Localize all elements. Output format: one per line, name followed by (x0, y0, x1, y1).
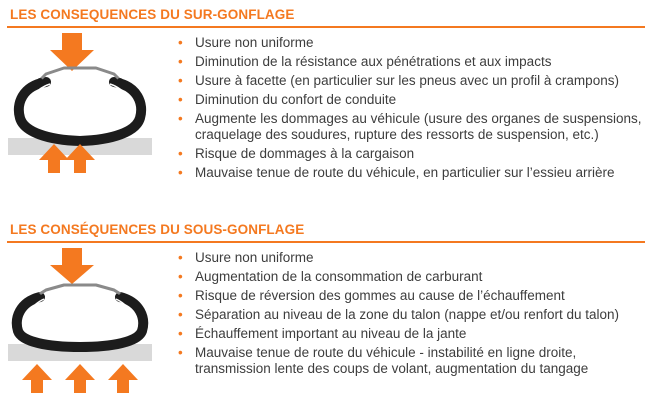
downward-force-arrow-icon (50, 248, 94, 284)
under-inflation-section (0, 218, 650, 409)
list-item: • Séparation au niveau de la zone du talon (nappe et/ou renfort du talon) (178, 307, 620, 322)
list-item-continuation: craquelage des soudures, rupture des ressorts de suspension, etc.) (195, 126, 599, 142)
over-inflated-tire-illustration (0, 0, 160, 205)
bullet-icon: • (178, 35, 183, 50)
bullet-icon: • (178, 111, 183, 126)
under-inflation-title: LES CONSÉQUENCES DU SOUS-GONFLAGE (10, 222, 305, 237)
list-item: • Mauvaise tenue de route du véhicule, en particulier sur l’essieu arrière (178, 164, 615, 180)
under-inflated-tire-illustration (0, 218, 160, 409)
list-item: • Risque de dommages à la cargaison (178, 145, 415, 161)
over-inflation-title: LES CONSEQUENCES DU SUR-GONFLAGE (10, 7, 295, 22)
bullet-icon: • (178, 92, 183, 107)
list-item: • Diminution du confort de conduite (178, 92, 397, 107)
list-item: • Usure non uniforme (178, 250, 314, 265)
tire-cross-section-icon (17, 285, 143, 347)
list-item: • Usure à facette (en particulier sur les pneus avec un profil à crampons) (178, 73, 619, 88)
bullet-icon: • (178, 307, 183, 322)
upward-force-arrow-icon (22, 364, 138, 393)
bullet-icon: • (178, 73, 183, 88)
bullet-icon: • (178, 288, 183, 303)
under-inflation-list (178, 250, 619, 376)
tire-cross-section-icon (19, 68, 141, 141)
list-item: • Mauvaise tenue de route du véhicule - instabilité en ligne droite, (178, 345, 577, 360)
list-item: • Risque de réversion des gommes au cause de l’échauffement (178, 288, 565, 303)
downward-force-arrow-icon (50, 33, 94, 71)
list-item: • Diminution de la résistance aux pénétrations et aux impacts (178, 54, 552, 69)
list-item-continuation: transmission lente des coups de volant, augmentation du tangage (195, 360, 589, 376)
list-item: • Augmentation de la consommation de carburant (178, 269, 483, 284)
over-inflation-list (178, 35, 642, 180)
bullet-icon: • (178, 250, 183, 265)
list-item: • Échauffement important au niveau de la jante (178, 326, 467, 341)
bullet-icon: • (178, 345, 183, 360)
bullet-icon: • (178, 269, 183, 284)
list-item: • Usure non uniforme (178, 35, 314, 50)
list-item: • Augmente les dommages au véhicule (usure des organes de suspensions, (178, 111, 642, 126)
bullet-icon: • (178, 145, 183, 161)
bullet-icon: • (178, 54, 183, 69)
bullet-icon: • (178, 164, 183, 180)
bullet-icon: • (178, 326, 183, 341)
